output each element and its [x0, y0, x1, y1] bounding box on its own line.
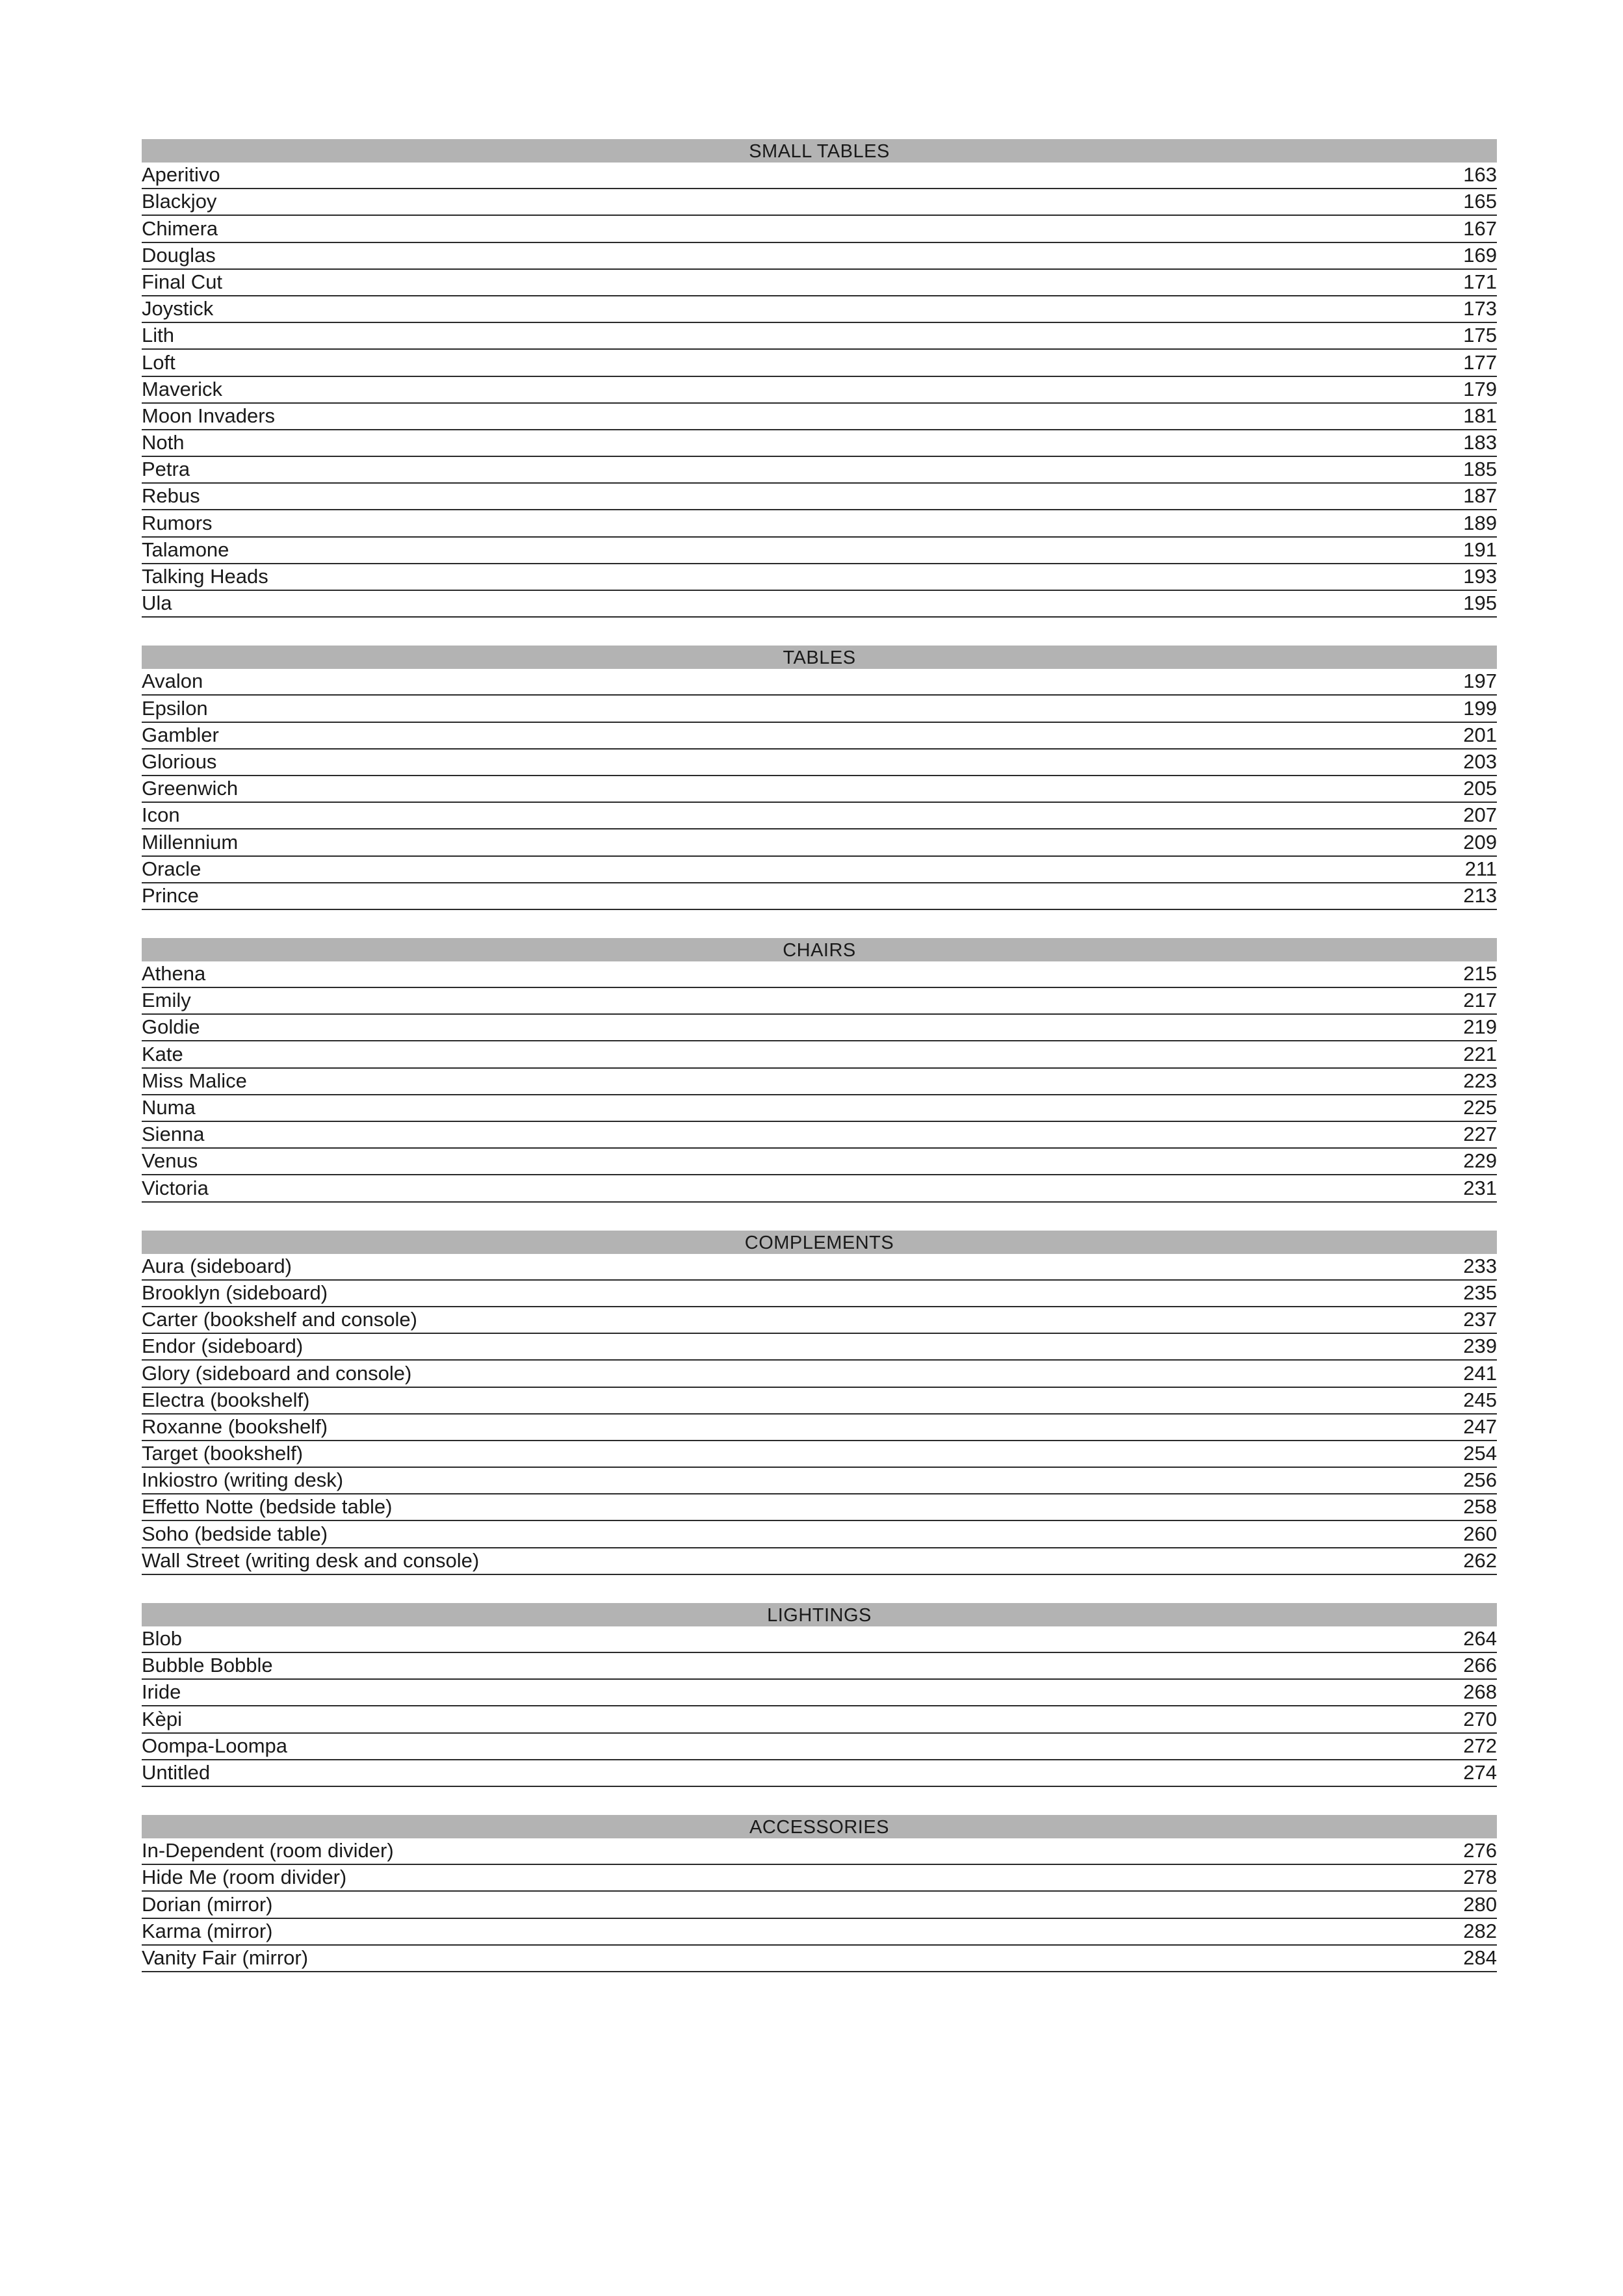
index-row [142, 1175, 1497, 1202]
item-name: Carter (bookshelf and console) [142, 1308, 417, 1331]
index-row [142, 988, 1497, 1015]
item-name: Ula [142, 592, 172, 615]
page-number: 209 [1463, 830, 1497, 854]
product-index [142, 139, 1497, 1972]
page-number: 173 [1463, 297, 1497, 320]
index-row [142, 1095, 1497, 1122]
index-row [142, 323, 1497, 350]
index-row [142, 1334, 1497, 1361]
page-number: 189 [1463, 511, 1497, 534]
index-row [142, 350, 1497, 376]
page-number: 229 [1463, 1149, 1497, 1173]
page-number: 167 [1463, 216, 1497, 240]
index-row [142, 803, 1497, 829]
index-row [142, 189, 1497, 216]
item-name: Talamone [142, 538, 229, 561]
item-name: Wall Street (writing desk and console) [142, 1548, 480, 1572]
item-name: Inkiostro (writing desk) [142, 1468, 344, 1492]
item-name: In-Dependent (room divider) [142, 1839, 394, 1862]
index-section [142, 1603, 1497, 1787]
page-number: 268 [1463, 1680, 1497, 1704]
item-name: Prince [142, 883, 199, 907]
item-name: Emily [142, 989, 191, 1012]
index-row [142, 1468, 1497, 1494]
page-number: 260 [1463, 1522, 1497, 1545]
page-number: 185 [1463, 458, 1497, 481]
index-row [142, 1946, 1497, 1972]
item-name: Oompa-Loompa [142, 1734, 288, 1757]
page-number: 282 [1463, 1919, 1497, 1942]
page-number: 241 [1463, 1361, 1497, 1385]
index-row [142, 377, 1497, 404]
index-row [142, 216, 1497, 242]
index-row [142, 296, 1497, 323]
item-name: Glory (sideboard and console) [142, 1361, 412, 1385]
index-row [142, 1415, 1497, 1441]
page-number: 217 [1463, 989, 1497, 1012]
section-spacer [142, 618, 1497, 646]
item-name: Karma (mirror) [142, 1919, 273, 1942]
index-row [142, 1122, 1497, 1149]
page-number: 231 [1463, 1176, 1497, 1199]
page-number: 233 [1463, 1254, 1497, 1277]
page-number: 181 [1463, 404, 1497, 427]
item-name: Rebus [142, 484, 200, 508]
item-name: Kate [142, 1042, 183, 1065]
item-name: Glorious [142, 750, 217, 773]
item-name: Greenwich [142, 777, 239, 800]
index-row [142, 1494, 1497, 1521]
page-number: 284 [1463, 1946, 1497, 1969]
index-row [142, 243, 1497, 270]
page-number: 270 [1463, 1707, 1497, 1730]
index-row [142, 1865, 1497, 1892]
index-row [142, 1838, 1497, 1865]
index-section [142, 1815, 1497, 1972]
item-name: Hide Me (room divider) [142, 1866, 347, 1889]
index-row [142, 1919, 1497, 1946]
item-name: Venus [142, 1149, 198, 1173]
section-spacer [142, 1787, 1497, 1815]
index-row [142, 163, 1497, 189]
item-name: Rumors [142, 511, 213, 534]
index-row [142, 591, 1497, 618]
index-row [142, 1653, 1497, 1680]
index-row [142, 723, 1497, 750]
page-number: 266 [1463, 1654, 1497, 1677]
item-name: Roxanne (bookshelf) [142, 1415, 328, 1438]
item-name: Chimera [142, 216, 218, 240]
section-spacer [142, 910, 1497, 938]
item-name: Kèpi [142, 1707, 183, 1730]
page-number: 191 [1463, 538, 1497, 561]
page-number: 227 [1463, 1123, 1497, 1146]
page-number: 199 [1463, 696, 1497, 720]
page-number: 175 [1463, 324, 1497, 347]
index-row [142, 484, 1497, 510]
index-row [142, 1441, 1497, 1468]
index-row [142, 1548, 1497, 1575]
item-name: Moon Invaders [142, 404, 276, 427]
item-name: Petra [142, 458, 190, 481]
index-row [142, 457, 1497, 484]
page-number: 223 [1463, 1069, 1497, 1092]
index-row [142, 510, 1497, 537]
index-row [142, 1388, 1497, 1415]
index-row [142, 961, 1497, 988]
index-row [142, 1892, 1497, 1918]
page-number: 203 [1463, 750, 1497, 773]
index-row [142, 1706, 1497, 1733]
page-number: 262 [1463, 1548, 1497, 1572]
item-name: Vanity Fair (mirror) [142, 1946, 309, 1969]
index-row [142, 1015, 1497, 1041]
index-row [142, 829, 1497, 856]
page-number: 245 [1463, 1388, 1497, 1411]
page-number: 221 [1463, 1042, 1497, 1065]
item-name: Millennium [142, 830, 239, 854]
index-row [142, 1361, 1497, 1387]
index-row [142, 564, 1497, 591]
section-spacer [142, 1203, 1497, 1231]
page-number: 276 [1463, 1839, 1497, 1862]
item-name: Oracle [142, 857, 201, 880]
item-name: Lith [142, 324, 174, 347]
section-header: CHAIRS [142, 938, 1497, 961]
item-name: Icon [142, 803, 180, 827]
item-name: Aura (sideboard) [142, 1254, 292, 1277]
section-header: COMPLEMENTS [142, 1231, 1497, 1254]
page-number: 171 [1463, 270, 1497, 293]
index-row [142, 1254, 1497, 1281]
index-row [142, 776, 1497, 803]
page-number: 280 [1463, 1892, 1497, 1916]
index-row [142, 270, 1497, 296]
item-name: Iride [142, 1680, 181, 1704]
index-row [142, 1307, 1497, 1334]
index-section [142, 1231, 1497, 1575]
page-number: 237 [1463, 1308, 1497, 1331]
index-row [142, 404, 1497, 430]
item-name: Douglas [142, 243, 216, 267]
index-row [142, 538, 1497, 564]
index-row [142, 883, 1497, 910]
page-number: 274 [1463, 1760, 1497, 1784]
item-name: Loft [142, 350, 175, 374]
page-number: 247 [1463, 1415, 1497, 1438]
index-row [142, 750, 1497, 776]
item-name: Sienna [142, 1123, 205, 1146]
item-name: Gambler [142, 723, 219, 746]
page-number: 187 [1463, 484, 1497, 508]
page-number: 177 [1463, 350, 1497, 374]
section-header: SMALL TABLES [142, 139, 1497, 163]
page-number: 256 [1463, 1468, 1497, 1492]
page-number: 179 [1463, 377, 1497, 400]
page-number: 193 [1463, 565, 1497, 588]
page-number: 197 [1463, 670, 1497, 693]
item-name: Talking Heads [142, 565, 268, 588]
item-name: Miss Malice [142, 1069, 247, 1092]
index-row [142, 1626, 1497, 1653]
item-name: Goldie [142, 1015, 200, 1039]
page-number: 165 [1463, 190, 1497, 213]
page-number: 183 [1463, 431, 1497, 454]
item-name: Effetto Notte (bedside table) [142, 1495, 393, 1519]
page-number: 219 [1463, 1015, 1497, 1039]
index-row [142, 1041, 1497, 1068]
item-name: Epsilon [142, 696, 208, 720]
item-name: Maverick [142, 377, 223, 400]
page-number: 207 [1463, 803, 1497, 827]
page-number: 211 [1464, 857, 1497, 880]
index-row [142, 857, 1497, 883]
section-header: ACCESSORIES [142, 1815, 1497, 1838]
index-section [142, 938, 1497, 1203]
index-row [142, 1069, 1497, 1095]
section-header: LIGHTINGS [142, 1603, 1497, 1626]
index-section [142, 646, 1497, 910]
item-name: Victoria [142, 1176, 209, 1199]
item-name: Soho (bedside table) [142, 1522, 328, 1545]
index-row [142, 1734, 1497, 1760]
item-name: Numa [142, 1096, 196, 1119]
item-name: Aperitivo [142, 163, 220, 187]
item-name: Noth [142, 431, 185, 454]
page-number: 215 [1463, 962, 1497, 985]
item-name: Blob [142, 1627, 183, 1650]
page-number: 213 [1463, 883, 1497, 907]
index-row [142, 430, 1497, 457]
item-name: Dorian (mirror) [142, 1892, 273, 1916]
item-name: Target (bookshelf) [142, 1442, 304, 1465]
item-name: Untitled [142, 1760, 211, 1784]
page-number: 225 [1463, 1096, 1497, 1119]
page-number: 201 [1463, 723, 1497, 746]
item-name: Brooklyn (sideboard) [142, 1281, 328, 1304]
page-number: 163 [1463, 163, 1497, 187]
item-name: Final Cut [142, 270, 223, 293]
page-number: 195 [1463, 592, 1497, 615]
index-row [142, 1149, 1497, 1175]
index-row [142, 669, 1497, 696]
item-name: Endor (sideboard) [142, 1335, 304, 1358]
page-number: 235 [1463, 1281, 1497, 1304]
page-number: 278 [1463, 1866, 1497, 1889]
item-name: Avalon [142, 670, 203, 693]
item-name: Blackjoy [142, 190, 217, 213]
page-number: 272 [1463, 1734, 1497, 1757]
index-row [142, 1521, 1497, 1548]
index-row [142, 1680, 1497, 1706]
item-name: Bubble Bobble [142, 1654, 273, 1677]
page-number: 258 [1463, 1495, 1497, 1519]
item-name: Electra (bookshelf) [142, 1388, 310, 1411]
section-spacer [142, 1575, 1497, 1603]
item-name: Joystick [142, 297, 214, 320]
index-row [142, 1760, 1497, 1787]
index-row [142, 696, 1497, 722]
item-name: Athena [142, 962, 206, 985]
page-number: 254 [1463, 1442, 1497, 1465]
page-number: 239 [1463, 1335, 1497, 1358]
page-number: 169 [1463, 243, 1497, 267]
index-row [142, 1281, 1497, 1307]
page-number: 264 [1463, 1627, 1497, 1650]
section-header: TABLES [142, 646, 1497, 669]
page-number: 205 [1463, 777, 1497, 800]
index-section [142, 139, 1497, 618]
